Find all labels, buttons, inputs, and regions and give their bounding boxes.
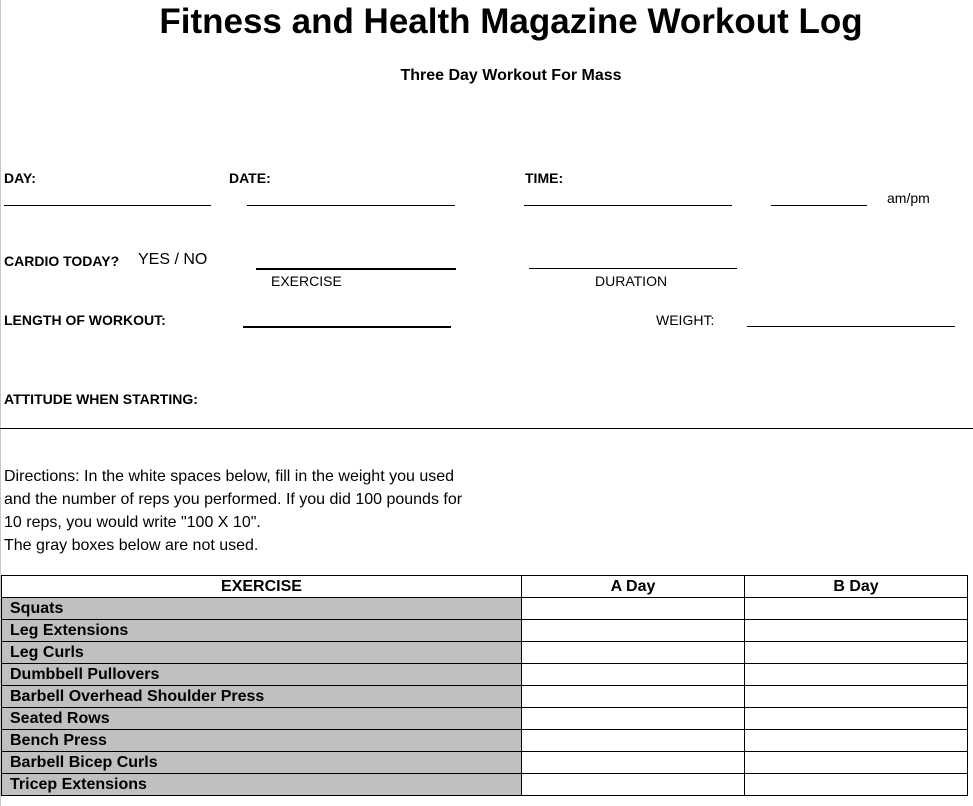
b-day-cell[interactable] (745, 730, 968, 752)
workout-table (1, 575, 968, 796)
exercise-name: Bench Press (2, 730, 522, 752)
b-day-cell[interactable] (745, 686, 968, 708)
exercise-name: Seated Rows (2, 708, 522, 730)
table-row (2, 620, 968, 642)
length-label: LENGTH OF WORKOUT: (4, 312, 166, 328)
a-day-cell[interactable] (522, 664, 745, 686)
day-label: DAY: (4, 170, 36, 186)
b-day-cell[interactable] (745, 752, 968, 774)
b-day-cell[interactable] (745, 642, 968, 664)
b-day-cell[interactable] (745, 620, 968, 642)
header-a-day: A Day (522, 576, 745, 598)
cardio-exercise-field[interactable] (256, 268, 456, 270)
section-divider (0, 428, 973, 429)
b-day-cell[interactable] (745, 664, 968, 686)
table-row (2, 752, 968, 774)
directions-line: and the number of reps you performed. If you did 100 pounds for (4, 491, 463, 508)
date-label: DATE: (229, 170, 271, 186)
table-row (2, 730, 968, 752)
a-day-cell[interactable] (522, 708, 745, 730)
exercise-name: Barbell Bicep Curls (2, 752, 522, 774)
cardio-label: CARDIO TODAY? (4, 253, 120, 269)
exercise-name: Leg Extensions (2, 620, 522, 642)
directions (4, 465, 462, 557)
table-row (2, 642, 968, 664)
length-field[interactable] (243, 326, 451, 328)
exercise-name: Squats (2, 598, 522, 620)
time-field[interactable] (524, 205, 732, 206)
a-day-cell[interactable] (522, 730, 745, 752)
a-day-cell[interactable] (522, 752, 745, 774)
exercise-name: Barbell Overhead Shoulder Press (2, 686, 522, 708)
table-row (2, 686, 968, 708)
page-title: Fitness and Health Magazine Workout Log (159, 2, 863, 41)
weight-field[interactable] (747, 326, 955, 327)
exercise-caption: EXERCISE (271, 273, 342, 289)
directions-line: The gray boxes below are not used. (4, 537, 259, 554)
ampm-label: am/pm (887, 190, 930, 206)
a-day-cell[interactable] (522, 598, 745, 620)
exercise-name: Leg Curls (2, 642, 522, 664)
b-day-cell[interactable] (745, 774, 968, 796)
a-day-cell[interactable] (522, 620, 745, 642)
table-row (2, 664, 968, 686)
ampm-field[interactable] (771, 205, 867, 206)
b-day-cell[interactable] (745, 708, 968, 730)
cardio-duration-field[interactable] (529, 268, 737, 269)
a-day-cell[interactable] (522, 774, 745, 796)
table-row (2, 774, 968, 796)
a-day-cell[interactable] (522, 642, 745, 664)
day-field[interactable] (4, 205, 211, 206)
exercise-name: Dumbbell Pullovers (2, 664, 522, 686)
header-b-day: B Day (745, 576, 968, 598)
b-day-cell[interactable] (745, 598, 968, 620)
table-row (2, 598, 968, 620)
directions-line: 10 reps, you would write "100 X 10". (4, 514, 261, 531)
date-field[interactable] (247, 205, 455, 206)
header-exercise: EXERCISE (2, 576, 522, 598)
page-subtitle: Three Day Workout For Mass (400, 67, 622, 84)
attitude-label: ATTITUDE WHEN STARTING: (4, 391, 198, 407)
exercise-name: Tricep Extensions (2, 774, 522, 796)
directions-line: Directions: In the white spaces below, fill in the weight you used (4, 468, 455, 485)
table-header-row (2, 576, 968, 598)
a-day-cell[interactable] (522, 686, 745, 708)
time-label: TIME: (525, 170, 564, 186)
table-row (2, 708, 968, 730)
weight-label: WEIGHT: (656, 312, 715, 328)
cardio-yes-no[interactable]: YES / NO (138, 251, 208, 268)
duration-caption: DURATION (595, 273, 668, 289)
